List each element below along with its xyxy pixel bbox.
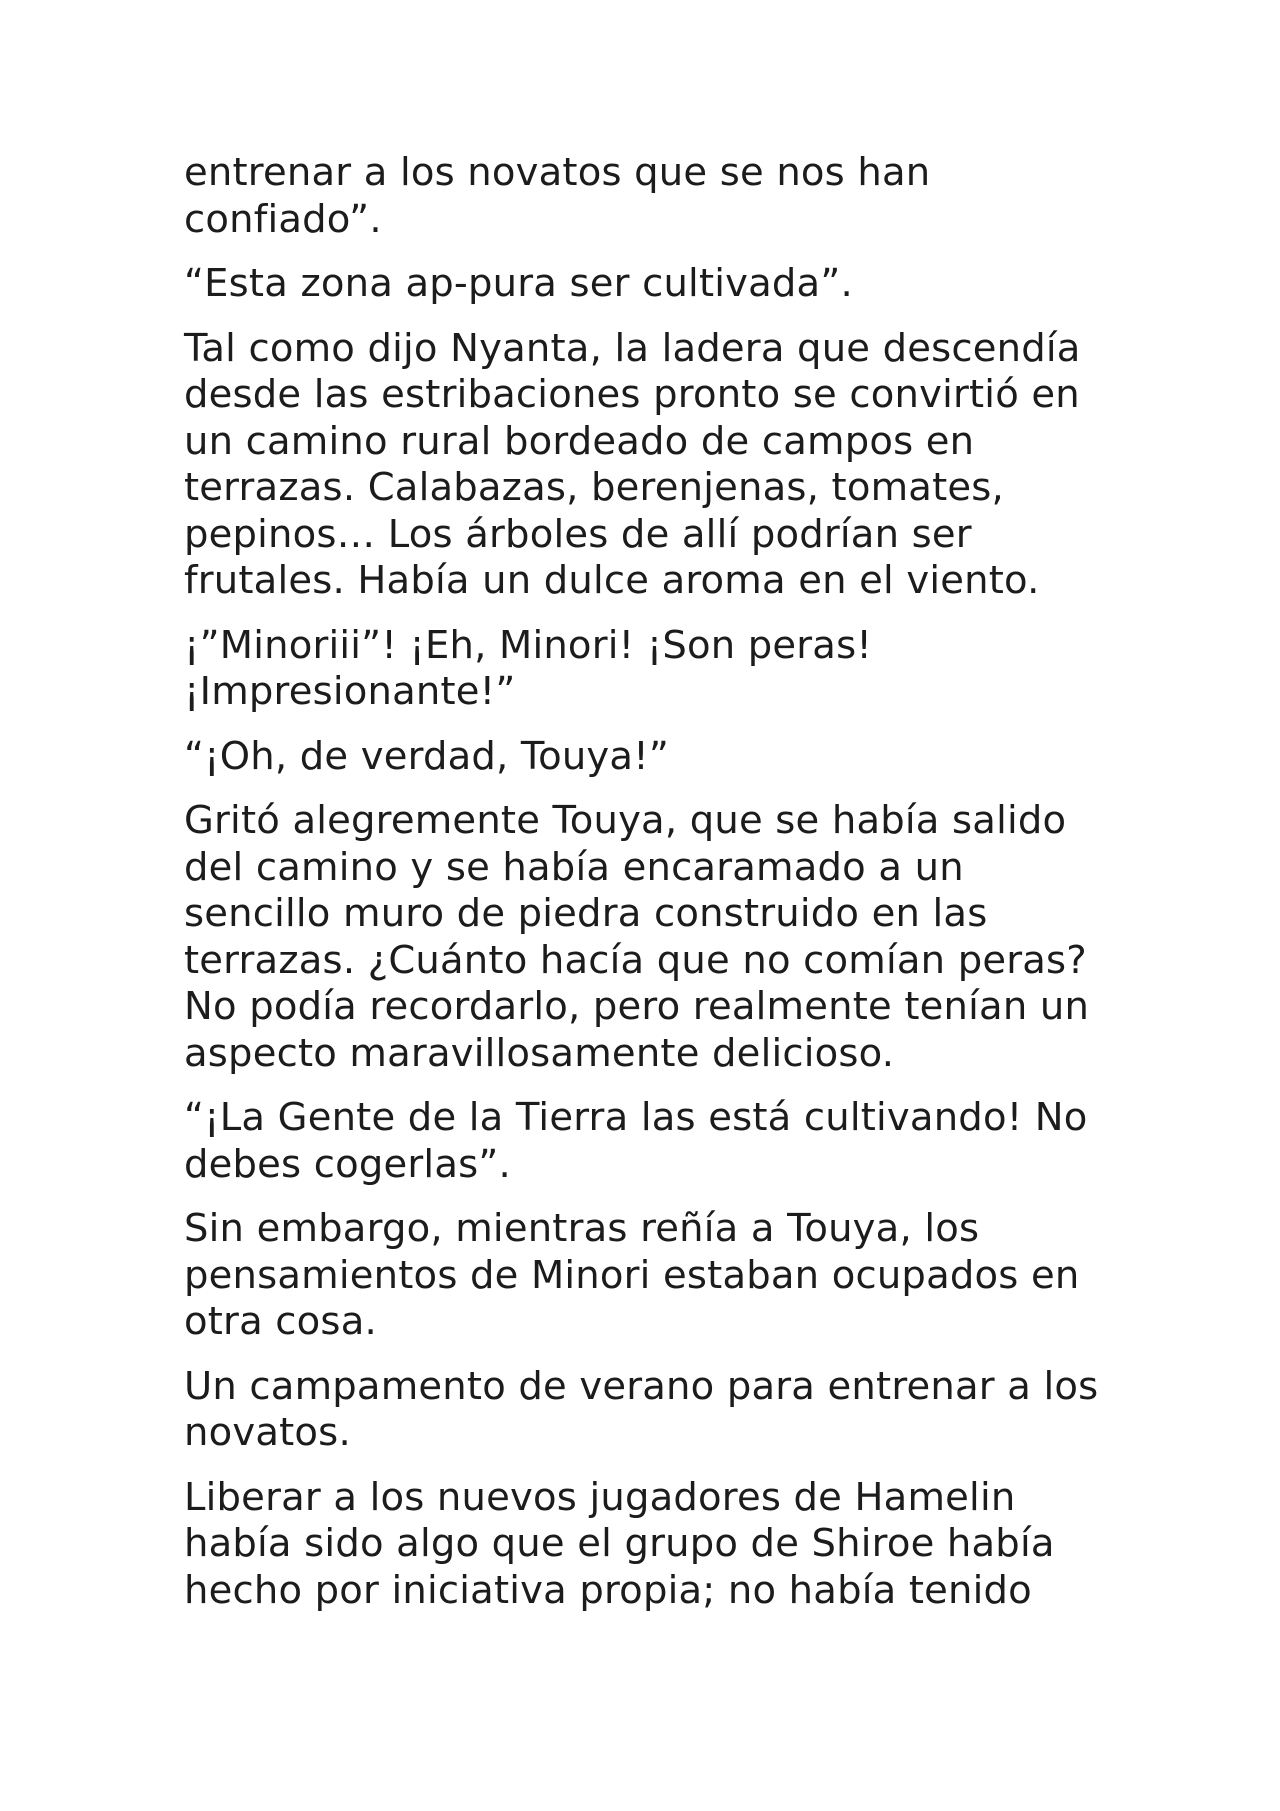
paragraph-1: entrenar a los novatos que se nos han confiado”. xyxy=(184,150,931,242)
paragraph-3: Tal como dijo Nyanta, la ladera que descendía desde las estribaciones pronto se convirtió en un camino rural bordeado de campos en terrazas. Calabazas, berenjenas, tomates, pepinos… Los árboles de allí podrían ser frutales. Había un dulce aroma en el viento. xyxy=(184,325,1081,603)
paragraph-10: Liberar a los nuevos jugadores de Hamelin había sido algo que el grupo de Shiroe había hecho por iniciativa propia; no había tenido xyxy=(184,1474,1055,1613)
paragraph-6: Gritó alegremente Touya, que se había salido del camino y se había encaramado a un sencillo muro de piedra construido en las terrazas. ¿Cuánto hacía que no comían peras? No podía recordarlo, pero realmente tenían un aspecto maravillosamente delicioso. xyxy=(184,798,1090,1076)
paragraph-4: ¡”Minoriii”! ¡Eh, Minori! ¡Son peras! ¡Impresionante!” xyxy=(184,622,872,714)
paragraph-7: “¡La Gente de la Tierra las está cultivando! No debes cogerlas”. xyxy=(184,1095,1088,1187)
paragraph-9: Un campamento de verano para entrenar a los novatos. xyxy=(184,1363,1099,1455)
page-text xyxy=(184,150,1114,1632)
paragraph-5: “¡Oh, de verdad, Touya!” xyxy=(184,733,669,779)
paragraph-2: “Esta zona ap-pura ser cultivada”. xyxy=(184,261,853,306)
paragraph-8: Sin embargo, mientras reñía a Touya, los pensamientos de Minori estaban ocupados en otra cosa. xyxy=(184,1206,1080,1344)
